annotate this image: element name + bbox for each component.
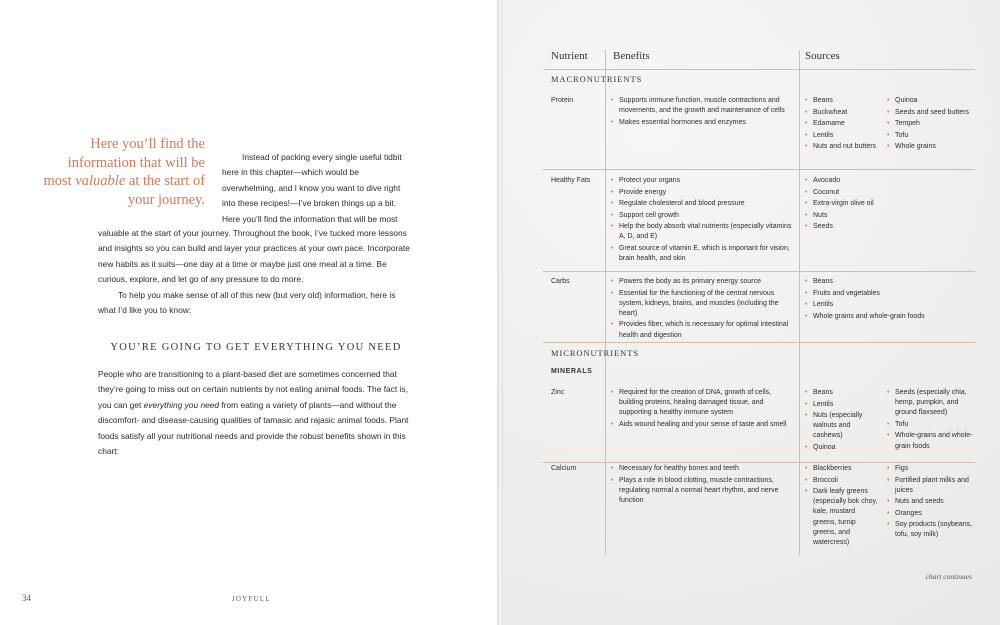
protein-benefits: • Supports immune function, muscle contractions and movements, and the growth and maintenance of cells • Makes essential hormones and enzymes xyxy=(611,96,795,129)
fats-sources: • Avocado • Coconut • Extra-virgin olive oil • Nuts • Seeds xyxy=(805,176,965,234)
minerals-label: MINERALS xyxy=(551,368,593,375)
row-label-calcium: Calcium xyxy=(551,465,577,472)
book-name: JOYFULL xyxy=(232,595,271,603)
zinc-benefits: • Required for the creation of DNA, growth of cells, building proteins, healing damaged tissue, and supporting a healthy immune system • Aids wound healing and your sense of taste and smell xyxy=(611,388,795,431)
header-nutrient: Nutrient xyxy=(551,50,588,62)
row-divider xyxy=(543,342,975,343)
calcium-sources-a: • Blackberries • Broccoli • Dark leafy greens (especially bok choy, kale, mustard greens, turnip greens, and watercress) xyxy=(805,464,879,550)
carbs-sources: • Beans • Fruits and vegetables • Lentils • Whole grains and whole-grain foods xyxy=(805,277,970,323)
section-heading: YOU’RE GOING TO GET EVERYTHING YOU NEED xyxy=(110,342,402,353)
row-label-carbs: Carbs xyxy=(551,278,570,285)
carbs-benefits: • Powers the body as its primary energy source • Essential for the functioning of the central nervous system, kidneys, brains, and muscles (including the heart) • Provides fiber, which is necessary for optimal intestinal health and digestion xyxy=(611,277,795,342)
col-divider xyxy=(799,50,800,555)
row-divider xyxy=(543,69,975,70)
left-page xyxy=(0,0,497,625)
row-label-protein: Protein xyxy=(551,97,574,104)
macronutrients-label: MACRONUTRIENTS xyxy=(551,75,643,84)
micronutrients-label: MICRONUTRIENTS xyxy=(551,349,639,358)
header-sources: Sources xyxy=(805,50,840,62)
row-label-healthy-fats: Healthy Fats xyxy=(551,177,591,184)
page-number: 34 xyxy=(22,593,31,603)
intro-continued: valuable at the start of your journey. Throughout the book, I’ve tucked more lessons and insights so you can build and layer your practices at your own pace. Incorporate new habits as it suits—one day at a time or maybe just one meal at a time. Be curious, explore, and let go of any pressure to do more. To help you make sense of all of this new (but very old) information, here is what I’d like you to know: xyxy=(98,228,410,316)
zinc-sources-a: • Beans • Lentils • Nuts (especially walnuts and cashews) • Quinoa xyxy=(805,388,879,454)
intro-column: Instead of packing every single useful tidbit here in this chapter—which would be overwhelming, and I know you want to dive right into these recipes!—I’ve broken things up a bit. Here you’ll find the information that will be most xyxy=(222,152,402,224)
col-divider xyxy=(605,50,606,555)
zinc-sources-b: • Seeds (especially chia, hemp, pumpkin, and ground flaxseed) • Tofu • Whole-grains and whole-grain foods xyxy=(887,388,973,453)
calcium-benefits: • Necessary for healthy bones and teeth • Plays a role in blood clotting, muscle contractions, regulating normal a normal heart rhythm, and nerve function xyxy=(611,464,795,507)
protein-sources-b: • Quinoa • Seeds and seed butters • Tempeh • Tofu • Whole grains xyxy=(887,96,973,154)
pull-quote: Here you’ll find the information that will be most valuable at the start of your journey. xyxy=(43,136,205,208)
chart-continues-note: chart continues xyxy=(925,572,972,581)
row-divider xyxy=(543,462,975,463)
protein-sources-a: • Beans • Buckwheat • Edamame • Lentils • Nuts and nut butters xyxy=(805,96,883,154)
fats-benefits: • Protect your organs • Provide energy • Regulate cholesterol and blood pressure • Support cell growth • Help the body absorb vital nutrients (especially vitamins A, D, and E) • Great source of vitamin E, which is important for vision, brain health, and skin xyxy=(611,176,795,265)
row-label-zinc: Zinc xyxy=(551,389,565,396)
row-divider xyxy=(543,271,975,272)
row-divider xyxy=(543,169,975,170)
calcium-sources-b: • Figs • Fortified plant milks and juices • Nuts and seeds • Oranges • Soy products (soybeans, tofu, soy milk) xyxy=(887,464,973,542)
header-benefits: Benefits xyxy=(613,50,650,62)
right-page xyxy=(503,0,1000,625)
nutrients-paragraph: People who are transitioning to a plant-based diet are sometimes concerned that they’re going to miss out on certain nutrients by not eating animal foods. The fact is, you can get everything you need from eating a variety of plants—and without the discomfort- and disease-causing qualities of tamasic and rajasic animal foods. Plant foods satisfy all your nutritional needs and provide the robust benefits shown in this chart: xyxy=(98,369,409,457)
